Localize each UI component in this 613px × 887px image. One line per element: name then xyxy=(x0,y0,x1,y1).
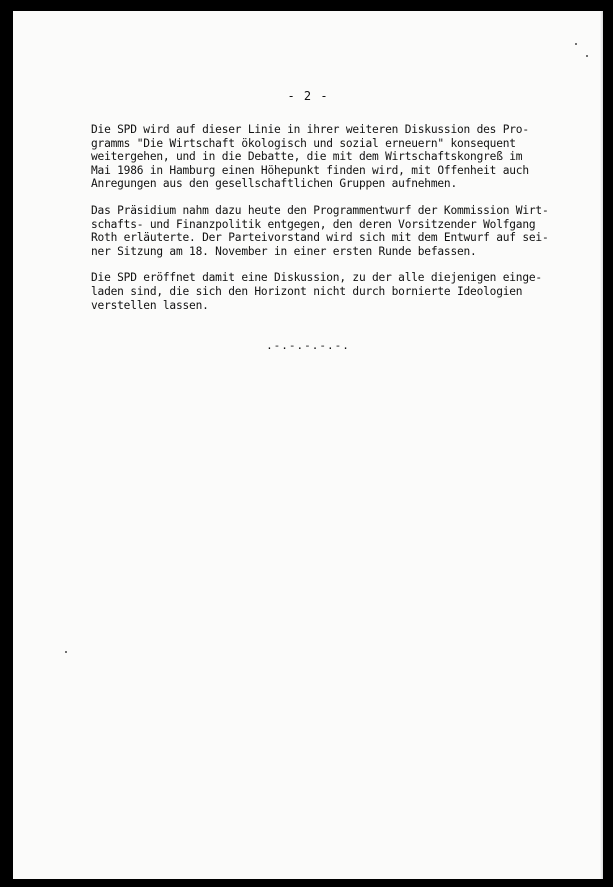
text-line: Roth erläuterte. Der Parteivorstand wird sich mit dem Entwurf auf sei- xyxy=(91,231,549,245)
scan-speck xyxy=(575,43,577,45)
text-line: Die SPD wird auf dieser Linie in ihrer weiteren Diskussion des Pro- xyxy=(91,123,529,136)
scan-speck xyxy=(586,55,588,57)
text-line: schafts- und Finanzpolitik entgegen, den deren Vorsitzender Wolfgang xyxy=(91,217,536,231)
scan-edge xyxy=(600,11,603,879)
paragraph-1 xyxy=(91,123,571,191)
scan-speck xyxy=(65,651,67,653)
text-line: ner Sitzung am 18. November in einer ersten Runde befassen. xyxy=(91,244,477,258)
text-line: verstellen lassen. xyxy=(91,298,209,312)
text-line: Das Präsidium nahm dazu heute den Programmentwurf der Kommission Wirt- xyxy=(91,203,549,217)
text-line: Anregungen aus den gesellschaftlichen Gruppen aufnehmen. xyxy=(91,177,457,191)
text-line: Die SPD eröffnet damit eine Diskussion, zu der alle diejenigen einge- xyxy=(91,271,542,285)
text-line: weitergehen, und in die Debatte, die mit dem Wirtschaftskongreß im xyxy=(91,150,523,164)
paragraph-3 xyxy=(91,271,571,312)
body-text xyxy=(91,123,571,325)
page-number: - 2 - xyxy=(287,89,329,103)
text-line: laden sind, die sich den Horizont nicht durch bornierte Ideologien xyxy=(91,284,523,298)
text-line: gramms "Die Wirtschaft ökologisch und sozial erneuern" konsequent xyxy=(91,136,516,150)
text-line: Mai 1986 in Hamburg einen Höhepunkt finden wird, mit Offenheit auch xyxy=(91,163,529,177)
end-mark: .-.-.-.-.-. xyxy=(266,339,350,352)
paragraph-2 xyxy=(91,204,571,258)
document-page xyxy=(13,11,603,879)
